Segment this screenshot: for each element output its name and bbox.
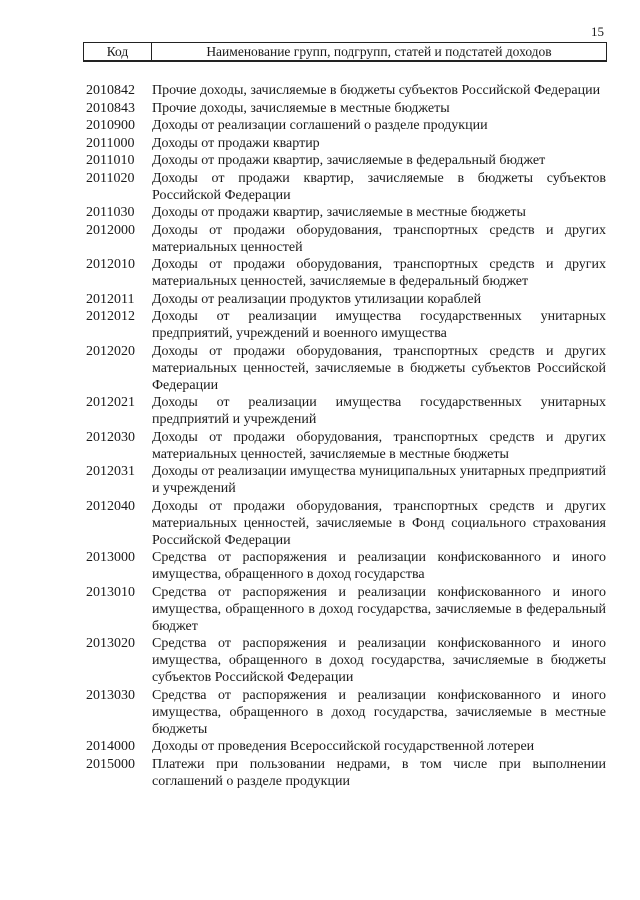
row-name: Доходы от проведения Всероссийской государственной лотереи <box>152 739 535 754</box>
row-name: Платежи при пользовании недрами, в том числе при выполнении соглашений о разделе продукции <box>152 756 606 789</box>
table-row <box>86 100 606 117</box>
table-row <box>86 687 606 738</box>
row-name: Доходы от реализации имущества государственных унитарных предприятий и учреждений <box>152 395 606 427</box>
row-code: 2010842 <box>86 83 135 98</box>
header-name: Наименование групп, подгрупп, статей и подстатей доходов <box>206 44 552 59</box>
row-code: 2011020 <box>86 170 135 186</box>
row-code: 2013000 <box>86 550 135 565</box>
table-row <box>86 343 606 394</box>
table-row <box>86 117 606 134</box>
table-row <box>86 584 606 635</box>
table-row <box>86 204 606 221</box>
row-code: 2013030 <box>86 687 135 703</box>
table-row <box>86 635 606 686</box>
table-row <box>86 82 606 99</box>
row-code: 2012010 <box>86 257 135 272</box>
row-name: Средства от распоряжения и реализации конфискованного и иного имущества, обращенного в доход государства, зачисляемые в федеральный бюджет <box>152 584 606 634</box>
row-name: Средства от распоряжения и реализации конфискованного и иного имущества, обращенного в доход государства <box>152 550 606 582</box>
table-row <box>86 256 606 290</box>
row-code: 2012012 <box>86 309 135 324</box>
row-code: 2012040 <box>86 498 135 514</box>
row-name: Доходы от продажи квартир, зачисляемые в бюджеты субъектов Российской Федерации <box>152 170 606 203</box>
table-body <box>86 82 606 790</box>
row-code: 2012030 <box>86 429 135 445</box>
row-code: 2014000 <box>86 739 135 754</box>
row-name: Средства от распоряжения и реализации конфискованного и иного имущества, обращенного в доход государства, зачисляемые в местные бюджеты <box>152 687 606 737</box>
row-code: 2012031 <box>86 464 135 479</box>
table-row <box>86 308 606 342</box>
table-row <box>86 463 606 497</box>
table-row <box>86 170 606 204</box>
row-name: Доходы от продажи квартир, зачисляемые в федеральный бюджет <box>152 153 546 168</box>
table-row <box>86 291 606 308</box>
row-name: Доходы от реализации продуктов утилизации кораблей <box>152 291 482 307</box>
row-name: Доходы от продажи оборудования, транспортных средств и других материальных ценностей <box>152 222 606 255</box>
header-code: Код <box>84 43 152 60</box>
row-code: 2012000 <box>86 222 135 238</box>
row-code: 2012011 <box>86 291 135 307</box>
row-code: 2015000 <box>86 756 135 772</box>
row-code: 2013020 <box>86 636 135 651</box>
row-name: Средства от распоряжения и реализации конфискованного и иного имущества, обращенного в доход государства, зачисляемые в бюджеты субъектов Российской Федерации <box>152 636 606 685</box>
row-name: Доходы от продажи квартир <box>152 135 320 151</box>
row-name: Доходы от продажи оборудования, транспортных средств и других материальных ценностей, зачисляемые в бюджеты субъектов Российской Федерации <box>152 343 606 393</box>
row-name: Доходы от продажи оборудования, транспортных средств и других материальных ценностей, зачисляемые в местные бюджеты <box>152 429 606 462</box>
row-code: 2011010 <box>86 153 135 168</box>
row-code: 2012021 <box>86 395 135 410</box>
row-name: Доходы от реализации имущества государственных унитарных предприятий, учреждений и военного имущества <box>152 309 606 341</box>
row-name: Доходы от реализации соглашений о разделе продукции <box>152 118 488 133</box>
table-row <box>86 549 606 583</box>
table-row <box>86 394 606 428</box>
table-row <box>86 429 606 463</box>
row-name: Доходы от продажи квартир, зачисляемые в местные бюджеты <box>152 205 526 220</box>
row-code: 2012020 <box>86 343 135 359</box>
row-name: Доходы от реализации имущества муниципальных унитарных предприятий и учреждений <box>152 464 606 496</box>
row-name: Доходы от продажи оборудования, транспортных средств и других материальных ценностей, зачисляемые в Фонд социального страхования Российской Федерации <box>152 498 606 548</box>
row-code: 2011000 <box>86 135 135 151</box>
row-name: Прочие доходы, зачисляемые в бюджеты субъектов Российской Федерации <box>152 83 601 98</box>
row-code: 2010900 <box>86 118 135 133</box>
table-row <box>86 498 606 549</box>
table-row <box>86 135 606 152</box>
row-code: 2010843 <box>86 100 135 116</box>
table-row <box>86 756 606 790</box>
row-code: 2013010 <box>86 584 135 600</box>
row-name: Прочие доходы, зачисляемые в местные бюджеты <box>152 100 450 116</box>
table-row <box>86 738 606 755</box>
table-row <box>86 152 606 169</box>
page-number: 15 <box>591 24 604 39</box>
row-code: 2011030 <box>86 205 135 220</box>
row-name: Доходы от продажи оборудования, транспортных средств и других материальных ценностей, зачисляемые в федеральный бюджет <box>152 257 606 289</box>
table-header <box>83 42 607 62</box>
table-row <box>86 222 606 256</box>
